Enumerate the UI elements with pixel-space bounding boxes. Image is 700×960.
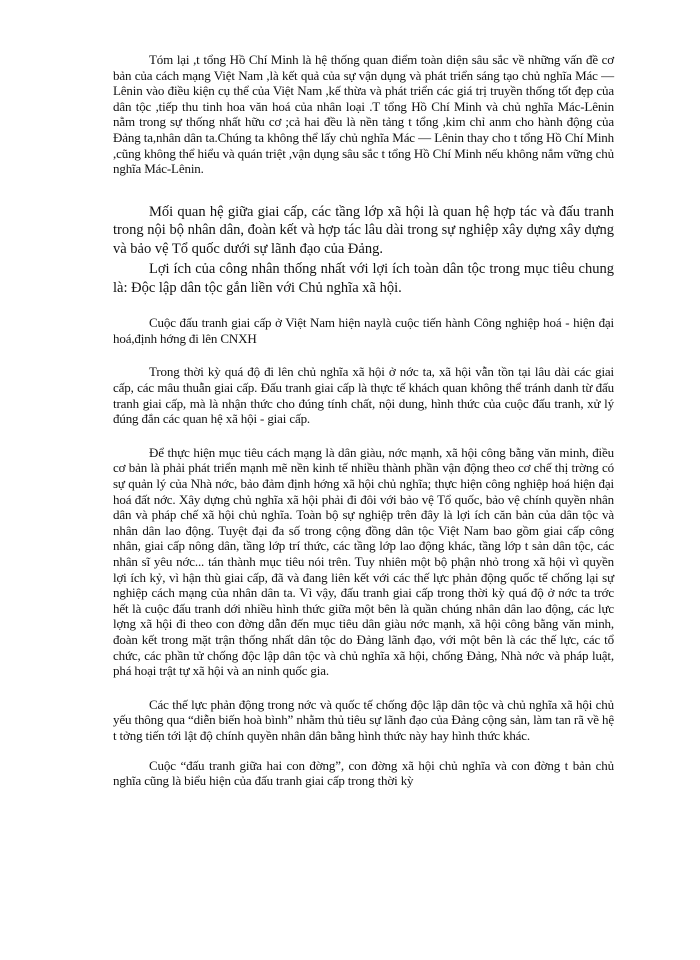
paragraph-transition-period: Trong thời kỳ quá độ đi lên chủ nghĩa xã hội ở nớc ta, xã hội vẫn tồn tại lâu dài các giai cấp, các mâu thuẫn giai cấp. Đấu tranh giai cấp là thực tế khách quan không thể tránh danh từ đấu tranh giai cấp, mà là nhận thức cho đúng tính chất, nội dung, hình thức của cuộc đấu tranh, xử lý đúng đắn các quan hệ xã hội - giai cấp. — [113, 364, 614, 427]
paragraph-workers-interest: Lợi ích của công nhân thống nhất với lợi ích toàn dân tộc trong mục tiêu chung là: Độc lập dân tộc gắn liền với Chủ nghĩa xã hội. — [113, 261, 614, 296]
paragraph-ho-chi-minh-thought: Tóm lại ,t tổng Hồ Chí Minh là hệ thống quan điểm toàn diện sâu sắc về những vấn đề cơ bản của cách mạng Việt Nam ,là kết quả của sự vận dụng và phát triển sáng tạo chủ nghĩa Mác — Lênin vào điều kiện cụ thể của Việt Nam ,kế thừa và phát triển các giá trị truyền thống tốt đẹp của dân tộc ,tiếp thu tinh hoa văn hoá của nhân loại .T tổng Hồ Chí Minh và chủ nghĩa Mác-Lênin nằm trong sự thống nhất hữu cơ ;cả hai đều là nền tảng t tổng ,kim chỉ anm cho hành động của Đảng ta,nhân dân ta.Chúng ta không thể lấy chủ nghĩa Mác — Lênin thay cho t tổng Hồ Chí Minh ,cũng không thể hiểu và quán triệt ,vận dụng sâu sắc t tổng Hồ Chí Minh nếu không nắm vững chủ nghĩa Mác-Lênin. — [113, 52, 614, 177]
paragraph-reactionary-forces: Các thế lực phản động trong nớc và quốc tế chống độc lập dân tộc và chủ nghĩa xã hội chủ yếu thông qua “diễn biến hoà bình” nhằm thủ tiêu sự lãnh đạo của Đảng cộng sản, làm tan rã về hệ t tởng tiến tới lật độ chính quyền nhân dân bằng hình thức này hay hình thức khác. — [113, 696, 614, 743]
paragraph-revolution-goals: Để thực hiện mục tiêu cách mạng là dân giàu, nớc mạnh, xã hội công bằng văn minh, điều cơ bản là phải phát triển mạnh mẽ nền kinh tế nhiều thành phần vận động theo cơ chế thị trờng có sự quản lý của Nhà nớc, bảo đảm định hớng xã hội chủ nghĩa; thực hiện công nghiệp hoá hiện đại hoá đất nớc. Xây dựng chủ nghĩa xã hội phải đi đôi với bảo vệ Tổ quốc, bảo vệ chính quyền nhân dân và pháp chế xã hội chủ nghĩa. Toàn bộ sự nghiệp trên đây là lợi ích căn bản của dân tộc và nhân dân lao động. Tuyệt đại đa số trong cộng đồng dân tộc Việt Nam bao gồm giai cấp công nhân, giai cấp nông dân, tầng lớp trí thức, các tầng lớp lao động khác, tầng lớp t sản dân tộc, các nhân sĩ yêu nớc... tán thành mục tiêu nói trên. Tuy nhiên một bộ phận nhỏ trong xã hội vì quyền lợi ích kỷ, vì hận thù giai cấp, đã và đang liên kết với các thế lực phản động quốc tế chống lại sự nghiệp cách mạng của nhân dân ta. Vì vậy, đấu tranh giai cấp trong thời kỳ quá độ ở nớc ta trớc hết là cuộc đấu tranh dới nhiều hình thức giữa một bên là quần chúng nhân dân lao động, các lực lợng xã hội đi theo con đờng dẫn đến mục tiêu dân giàu nớc mạnh, xã hội công bằng văn minh, đoàn kết trong mặt trận thống nhất dân tộc do Đảng lãnh đạo, với một bên là các thế lực, các tổ chức, các phần tử chống độc lập dân tộc và chủ nghĩa xã hội, chống Đảng, Nhà nớc và pháp luật, phá hoại trật tự xã hội và an ninh quốc gia. — [113, 444, 614, 679]
paragraph-two-paths-struggle: Cuộc “đấu tranh giữa hai con đờng”, con đờng xã hội chủ nghĩa và con đờng t bản chủ nghĩa cũng là biểu hiện của đấu tranh giai cấp trong thời kỳ — [113, 757, 614, 789]
paragraph-class-struggle-today: Cuộc đấu tranh giai cấp ở Việt Nam hiện naylà cuộc tiến hành Công nghiệp hoá - hiện đại hoá,định hớng đi lên CNXH — [113, 315, 614, 346]
paragraph-class-relations: Mối quan hệ giữa giai cấp, các tầng lớp xã hội là quan hệ hợp tác và đấu tranh trong nội bộ nhân dân, đoàn kết và hợp tác lâu dài trong sự nghiệp xây dựng xây dựng và bảo vệ Tổ quốc dưới sự lãnh đạo của Đảng. — [113, 203, 614, 257]
